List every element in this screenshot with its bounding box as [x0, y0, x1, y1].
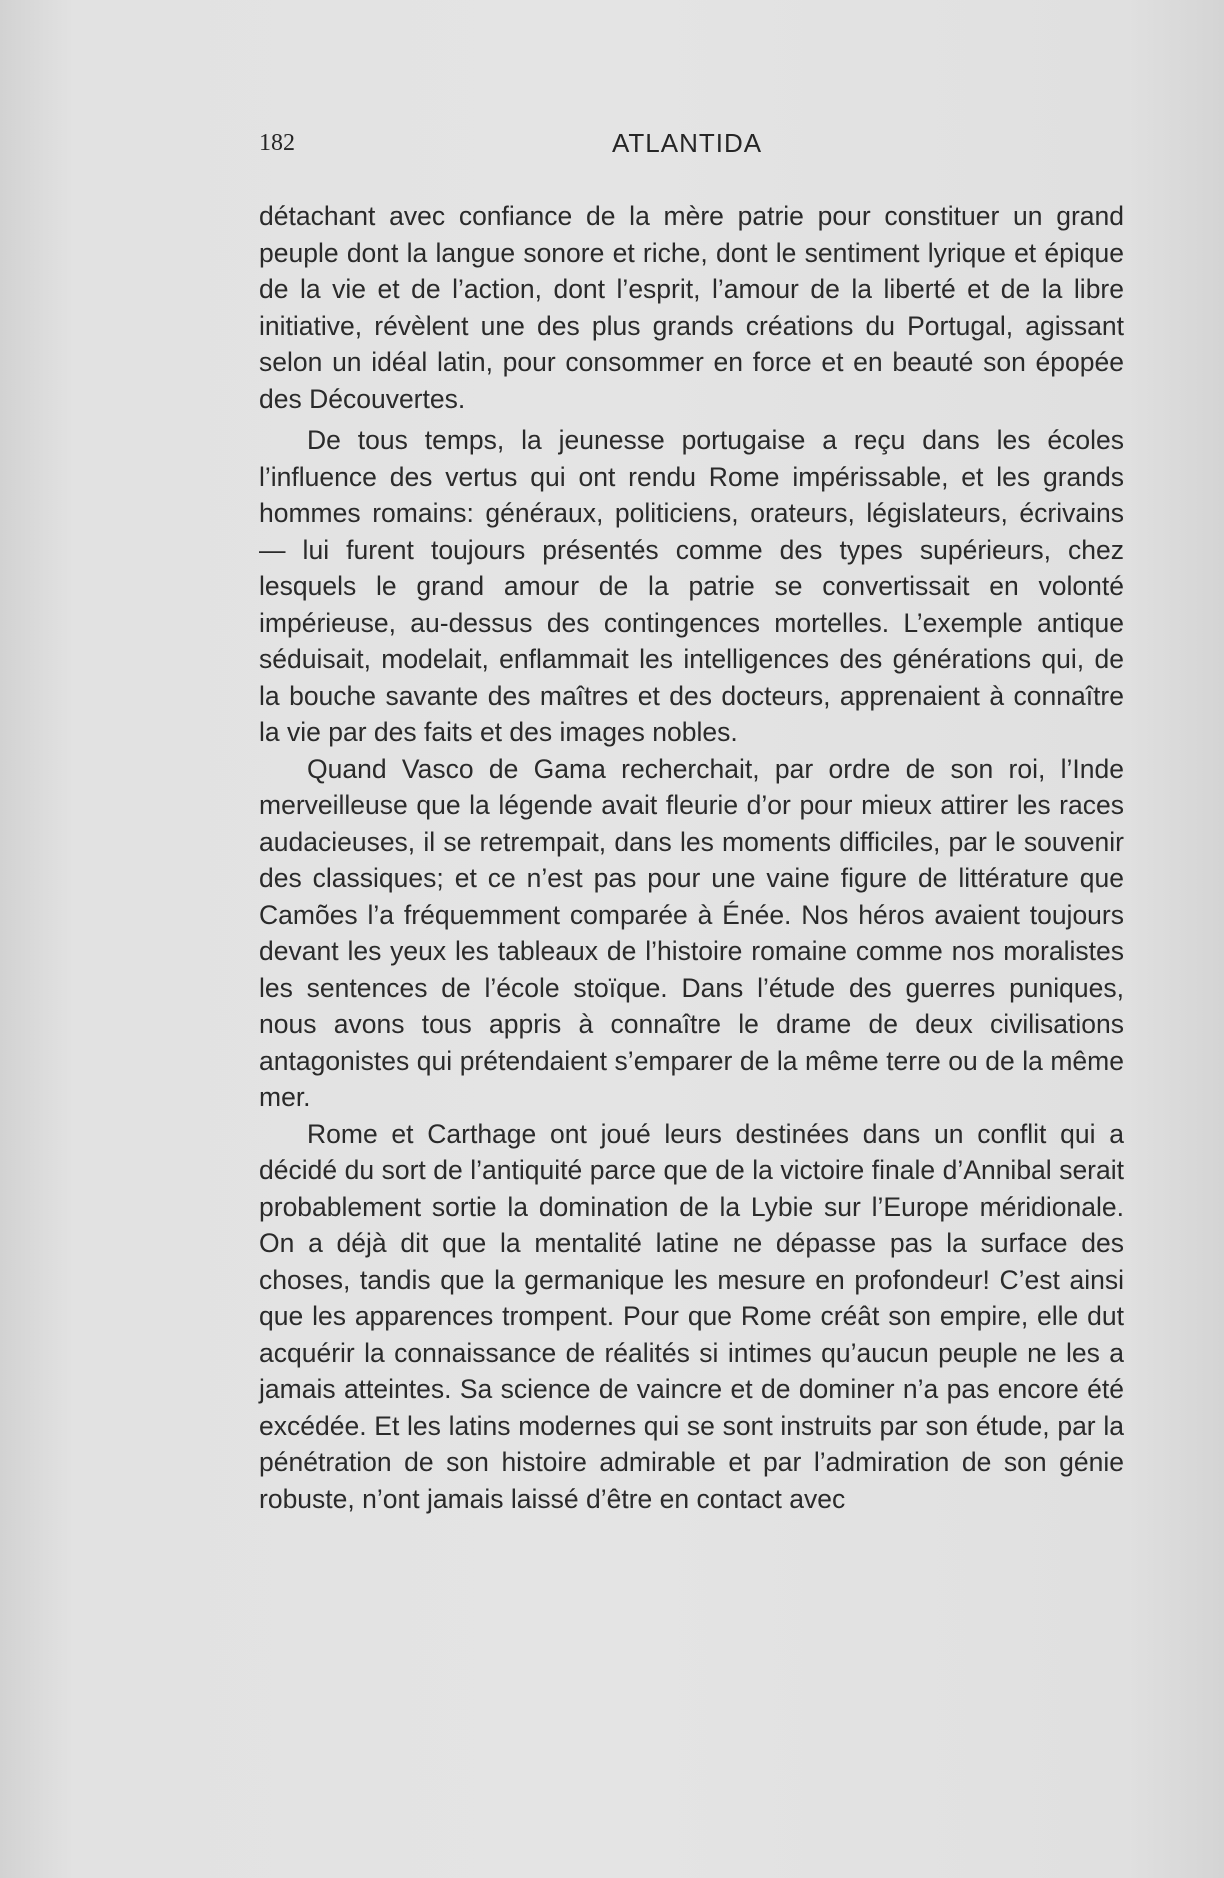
running-head: [259, 124, 1124, 164]
paragraph-1: détachant avec confiance de la mère patrie pour constituer un grand peuple dont la langue sonore et riche, dont le sentiment lyrique et épique de la vie et de l’action, dont l’esprit, l’amour de la liberté et de la libre initiative, révèlent une des plus grands créations du Portugal, agissant selon un idéal latin, pour consommer en force et en beauté son épopée des Découvertes.: [259, 201, 1124, 414]
body-text: [259, 198, 1124, 1517]
running-title: ATLANTIDA: [612, 128, 763, 158]
page-number: 182: [259, 130, 295, 156]
paragraph-4: Rome et Carthage ont joué leurs destinées dans un conflit qui a décidé du sort de l’antiquité parce que de la victoire finale d’Annibal serait probablement sortie la domination de la Lybie sur l’Europe méridionale. On a déjà dit que la mentalité latine ne dépasse pas la surface des choses, tandis que la germanique les mesure en profondeur! C’est ainsi que les apparences trompent. Pour que Rome créât son empire, elle dut acquérir la connaissance de réalités si intimes qu’aucun peuple ne les a jamais atteintes. Sa science de vaincre et de dominer n’a pas encore été excédée. Et les latins modernes qui se sont instruits par son étude, par la pénétration de son histoire admirable et par l’admiration de son génie robuste, n’ont jamais laissé d’être en contact avec: [259, 1118, 1124, 1514]
paragraph-2: De tous temps, la jeunesse portugaise a reçu dans les écoles l’influence des vertus qui ont rendu Rome impérissable, et les grands hommes romains: généraux, politiciens, orateurs, législateurs, écrivains — lui furent toujours présentés comme des types supérieurs, chez lesquels le grand amour de la patrie se convertissait en volonté impérieuse, au-dessus des contingences mortelles. L’exemple antique séduisait, modelait, enflammait les intelligences des générations qui, de la bouche savante des maîtres et des docteurs, apprenaient à connaître la vie par des faits et des images nobles.: [259, 425, 1124, 747]
paragraph-3: Quand Vasco de Gama recherchait, par ordre de son roi, l’Inde merveilleuse que la légende avait fleurie d’or pour mieux attirer les races audacieuses, il se retrempait, dans les moments difficiles, par le souvenir des classiques; et ce n’est pas pour une vaine figure de littérature que Camões l’a fréquemment comparée à Énée. Nos héros avaient toujours devant les yeux les tableaux de l’histoire romaine comme nos moralistes les sentences de l’école stoïque. Dans l’étude des guerres puniques, nous avons tous appris à connaître le drame de deux civilisations antagonistes qui prétendaient s’emparer de la même terre ou de la même mer.: [259, 753, 1124, 1112]
